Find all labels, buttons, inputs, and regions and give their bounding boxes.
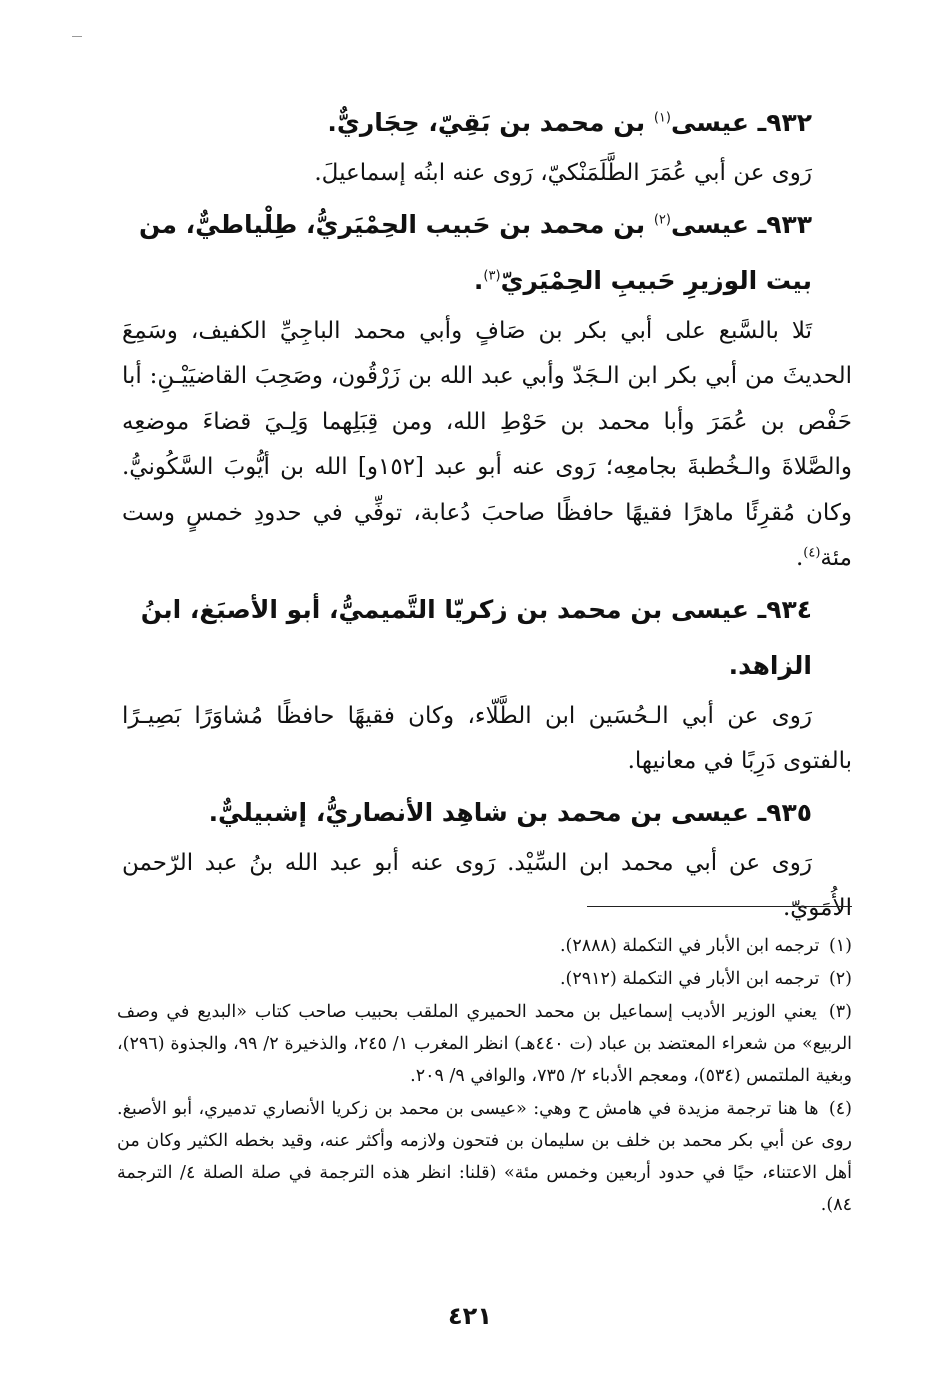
page-number: ٤٢١: [448, 1302, 492, 1330]
entry-text-935: رَوى عن أبي محمد ابن السِّيْد. رَوى عنه أبو عبد الله بنُ عبد الرّحمن الأُمَويّ.: [122, 849, 852, 921]
entry-text-933: [122, 309, 852, 582]
footnote-ref-4[interactable]: (٤): [803, 545, 821, 561]
entry-heading-933-main: ٩٣٣ـ عيسى: [670, 209, 812, 239]
footnote-text: يعني الوزير الأديب إسماعيل بن محمد الحميري الملقب بحبيب صاحب كتاب «البديع في وصف الربيع» من شعراء المعتضد بن عباد (ت ٤٤٠هـ) انظر المغرب ١/ ٢٤٥، والذخيرة ٢/ ٩٩، والجذوة (٢٩٦)، وبغية الملتمس (٥٣٤)، ومعجم الأدباء ٢/ ٧٣٥، والوافي ٩/ ٢٠٩.: [117, 1002, 853, 1086]
entry-heading-935: ٩٣٥ـ عيسى بن محمد بن شاهِد الأنصاريُّ، إشبيليٌّ.: [208, 797, 812, 827]
footnote-text: ها هنا ترجمة مزيدة في هامش ح وهي: «عيسى بن محمد بن زكريا الأنصاري تدميري، أبو الأصبغ. روى عن أبي بكر محمد بن خلف بن سليمان بن فتحون ولازمه وأكثر عنه، وقيد بخطه الكثير وكان من أهل الاعتناء، حيًا في حدود أربعين وخمس مئة» (قلنا: انظر هذه الترجمة في صلة الصلة ٤/ الترجمة ٨٤).: [117, 1099, 852, 1215]
footnote-ref-3[interactable]: (٣): [483, 268, 501, 284]
footnote-text: ترجمه ابن الأبار في التكملة (٢٩١٢).: [559, 969, 820, 989]
entry-heading-933-rest: بن محمد بن حَبيب الحِمْيَريُّ، طِلْياطيٌّ، من بيت الوزيرِ حَبيبِ الحِمْيَريّ: [138, 209, 812, 295]
footnote-ref-2[interactable]: (٢): [653, 212, 671, 228]
footnote-number: (٢): [828, 969, 852, 989]
corner-mark: [72, 36, 82, 37]
entry-text-933-end: .: [795, 545, 804, 571]
entry-text-932: رَوى عن أبي عُمَرَ الطَّلَمَنْكيّ، رَوى عنه ابنُه إسماعيلَ.: [314, 160, 812, 186]
entry-heading-933-end: .: [473, 265, 484, 295]
footnote-text: ترجمه ابن الأبار في التكملة (٢٨٨٨).: [559, 936, 820, 956]
footnote-number: (٤): [828, 1099, 852, 1119]
entry-heading-933: [122, 197, 852, 309]
footnote-number: (٣): [828, 1002, 852, 1022]
entry-heading-932-rest: بن محمد بن بَقِيّ، حِجَاريٌّ.: [327, 108, 654, 137]
footnote-4: [117, 1093, 852, 1221]
footnote-ref-1[interactable]: (١): [653, 110, 671, 126]
entry-heading-932-main: ٩٣٢ـ عيسى: [670, 108, 812, 137]
entry-heading-934: ٩٣٤ـ عيسى بن محمد بن زكريّا التَّميميُّ، أبو الأصبَغ، ابنُ الزاهد.: [140, 594, 812, 680]
entry-text-933-body: تَلا بالسَّبع على أبي بكر بن صَافٍ وأبي محمد الباجِيِّ الكفيف، وسَمِعَ الحديثَ من أبي بكر ابن الـجَدّ وأبي عبد الله بن زَرْقُون، وصَحِبَ القاضيَيْـنِ: أبا حَفْص بن عُمَرَ وأبا محمد بن حَوْطِ الله، ومن قِبَلِهما وَلِـيَ قضاءَ موضعِه والصَّلاةَ والـخُطبةَ بجامعِه؛ رَوى عنه أبو عبد [١٥٢و] الله بن أيُّوبَ السَّكُونيُّ. وكان مُقرِئًا ماهرًا فقيهًا حافظًا صاحبَ دُعابة، توفِّي في حدودِ خمسٍ وست مئة: [122, 317, 852, 571]
body-text: [122, 95, 852, 932]
footnote-3: [117, 996, 852, 1092]
entry-heading-932: [122, 95, 852, 151]
footnote-separator: [587, 906, 852, 907]
footnotes: [117, 930, 852, 1222]
footnote-1: [117, 930, 852, 962]
footnote-2: [117, 963, 852, 995]
footnote-number: (١): [828, 936, 852, 956]
entry-text-934: رَوى عن أبي الـحُسَين ابن الطَّلّاء، وكان فقيهًا حافظًا مُشاوَرًا بَصِيـرًا بالفتوى دَرِبًا في معانيها.: [122, 702, 852, 774]
